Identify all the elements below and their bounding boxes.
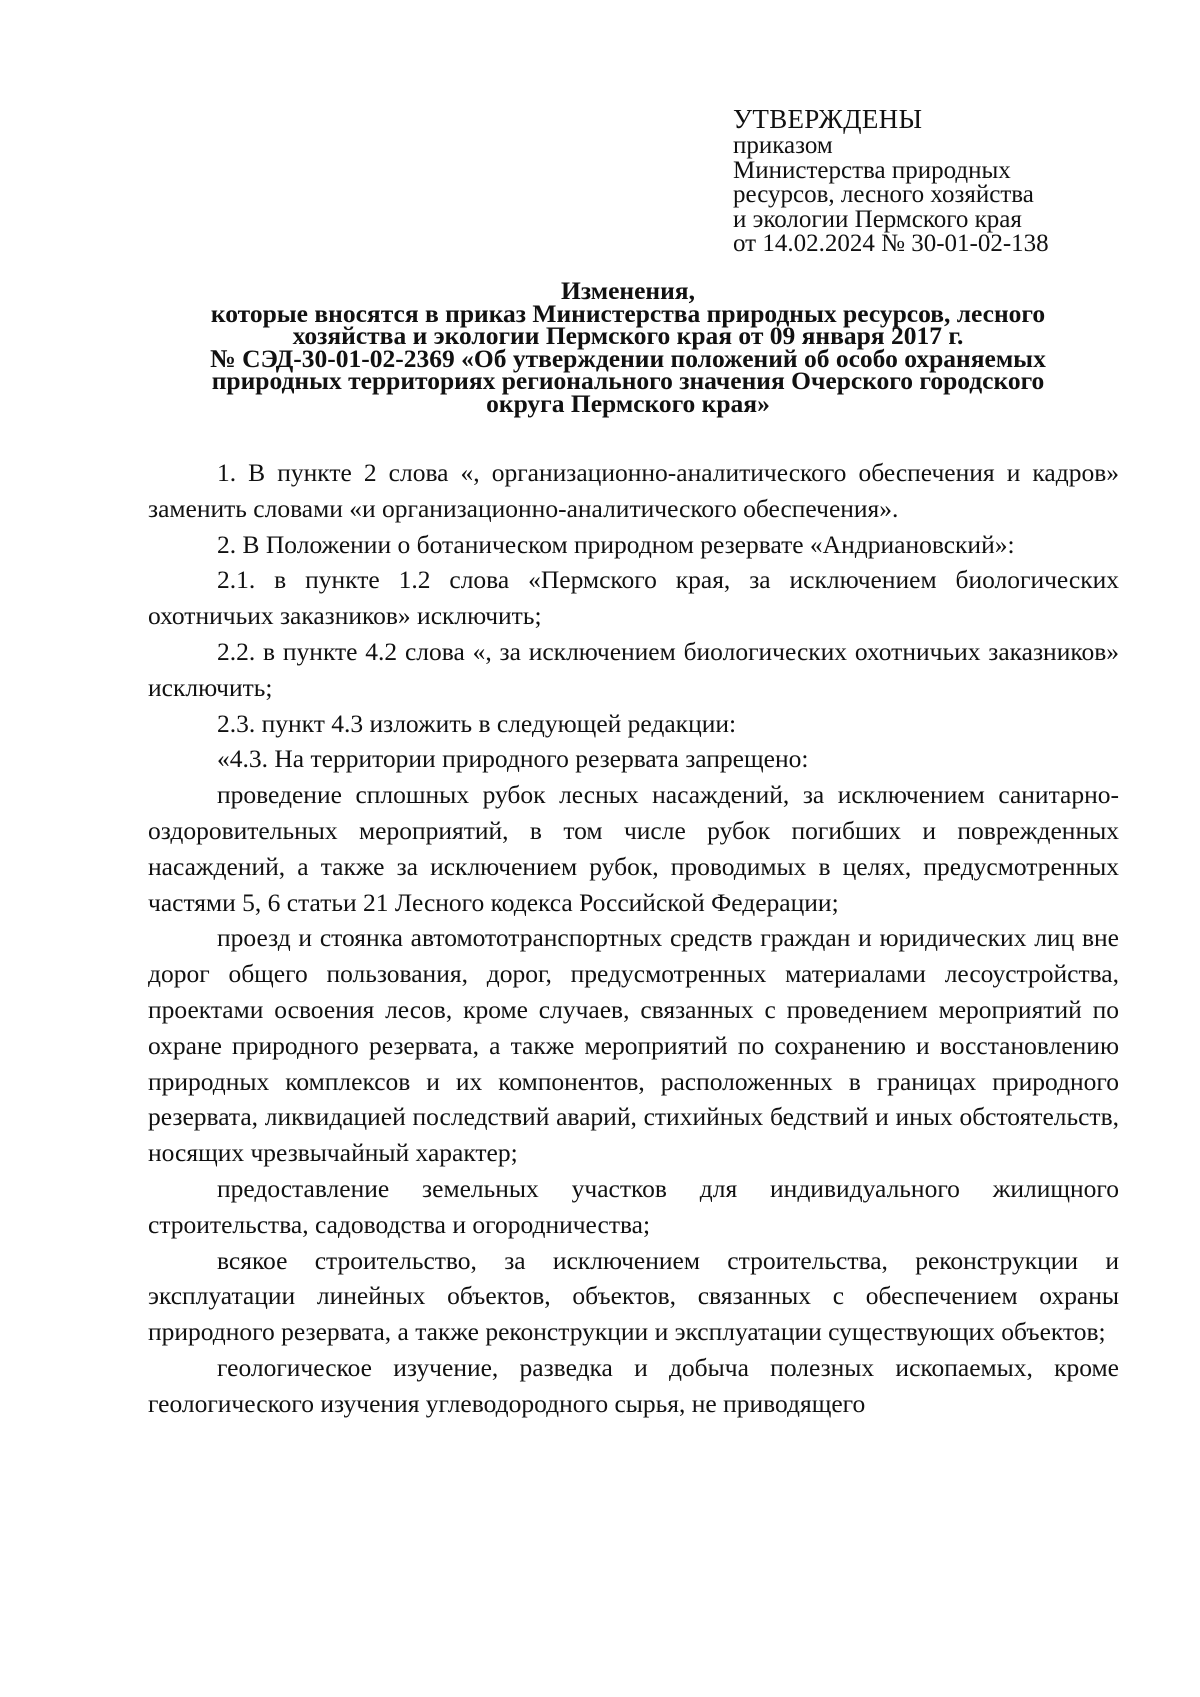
approval-line: и экологии Пермского края [733, 205, 1022, 233]
title-line: хозяйства и экологии Пермского края от 09 января 2017 г. [292, 321, 964, 351]
document-body [148, 455, 1119, 1422]
paragraph: 2.1. в пункте 1.2 слова «Пермского края, за исключением биологических охотничьих заказников» исключить; [148, 565, 1119, 631]
paragraph: 2.3. пункт 4.3 изложить в следующей редакции: [217, 708, 737, 738]
paragraph: предоставление земельных участков для индивидуального жилищного строительства, садоводства и огородничества; [148, 1173, 1119, 1239]
title-line: № СЭД-30-01-02-2369 «Об утверждении положений об особо охраняемых [210, 343, 1046, 373]
paragraph: проведение сплошных рубок лесных насаждений, за исключением санитарно-оздоровительных мероприятий, в том числе рубок погибших и поврежденных насаждений, а также за исключением рубок, проводимых в целях, предусмотренных частями 5, 6 статьи 21 Лесного кодекса Российской Федерации; [148, 780, 1119, 917]
paragraph: 2.2. в пункте 4.2 слова «, за исключением биологических охотничьих заказников» исключить; [148, 636, 1119, 702]
paragraph: геологическое изучение, разведка и добыча полезных ископаемых, кроме геологического изучения углеводородного сырья, не приводящего [148, 1352, 1119, 1418]
approval-line: Министерства природных [733, 156, 1011, 184]
paragraph: «4.3. На территории природного резервата запрещено: [217, 744, 809, 774]
title-line: которые вносятся в приказ Министерства природных ресурсов, лесного [210, 298, 1046, 328]
title-line: природных территориях регионального значения Очерского городского [211, 366, 1045, 396]
paragraph: 2. В Положении о ботаническом природном резервате «Андриановский»: [217, 529, 1015, 559]
paragraph: 1. В пункте 2 слова «, организационно-аналитического обеспечения и кадров» заменить словами «и организационно-аналитического обеспечения». [148, 458, 1119, 523]
approval-line: приказом [733, 132, 833, 159]
approval-order-number: от 14.02.2024 № 30-01-02-138 [733, 230, 1049, 257]
document-title [150, 276, 1106, 418]
paragraph: всякое строительство, за исключением строительства, реконструкции и эксплуатации линейных объектов, объектов, связанных с обеспечением охраны природного резервата, а также реконструкции и эксплуатации существующих объектов; [148, 1245, 1119, 1347]
approval-heading: УТВЕРЖДЕНЫ [733, 104, 923, 134]
approval-line: ресурсов, лесного хозяйства [733, 181, 1034, 208]
title-line: Изменения, [561, 276, 695, 305]
title-line: округа Пермского края» [486, 388, 770, 418]
approval-block [733, 104, 1173, 257]
paragraph: проезд и стоянка автомототранспортных средств граждан и юридических лиц вне дорог общего пользования, дорог, предусмотренных материалами лесоустройства, проектами освоения лесов, кроме случаев, связанных с проведением мероприятий по охране природного резервата, а также мероприятий по сохранению и восстановлению природных комплексов и их компонентов, расположенных в границах природного резервата, ликвидацией последствий аварий, стихийных бедствий и иных обстоятельств, носящих чрезвычайный характер; [148, 923, 1119, 1168]
